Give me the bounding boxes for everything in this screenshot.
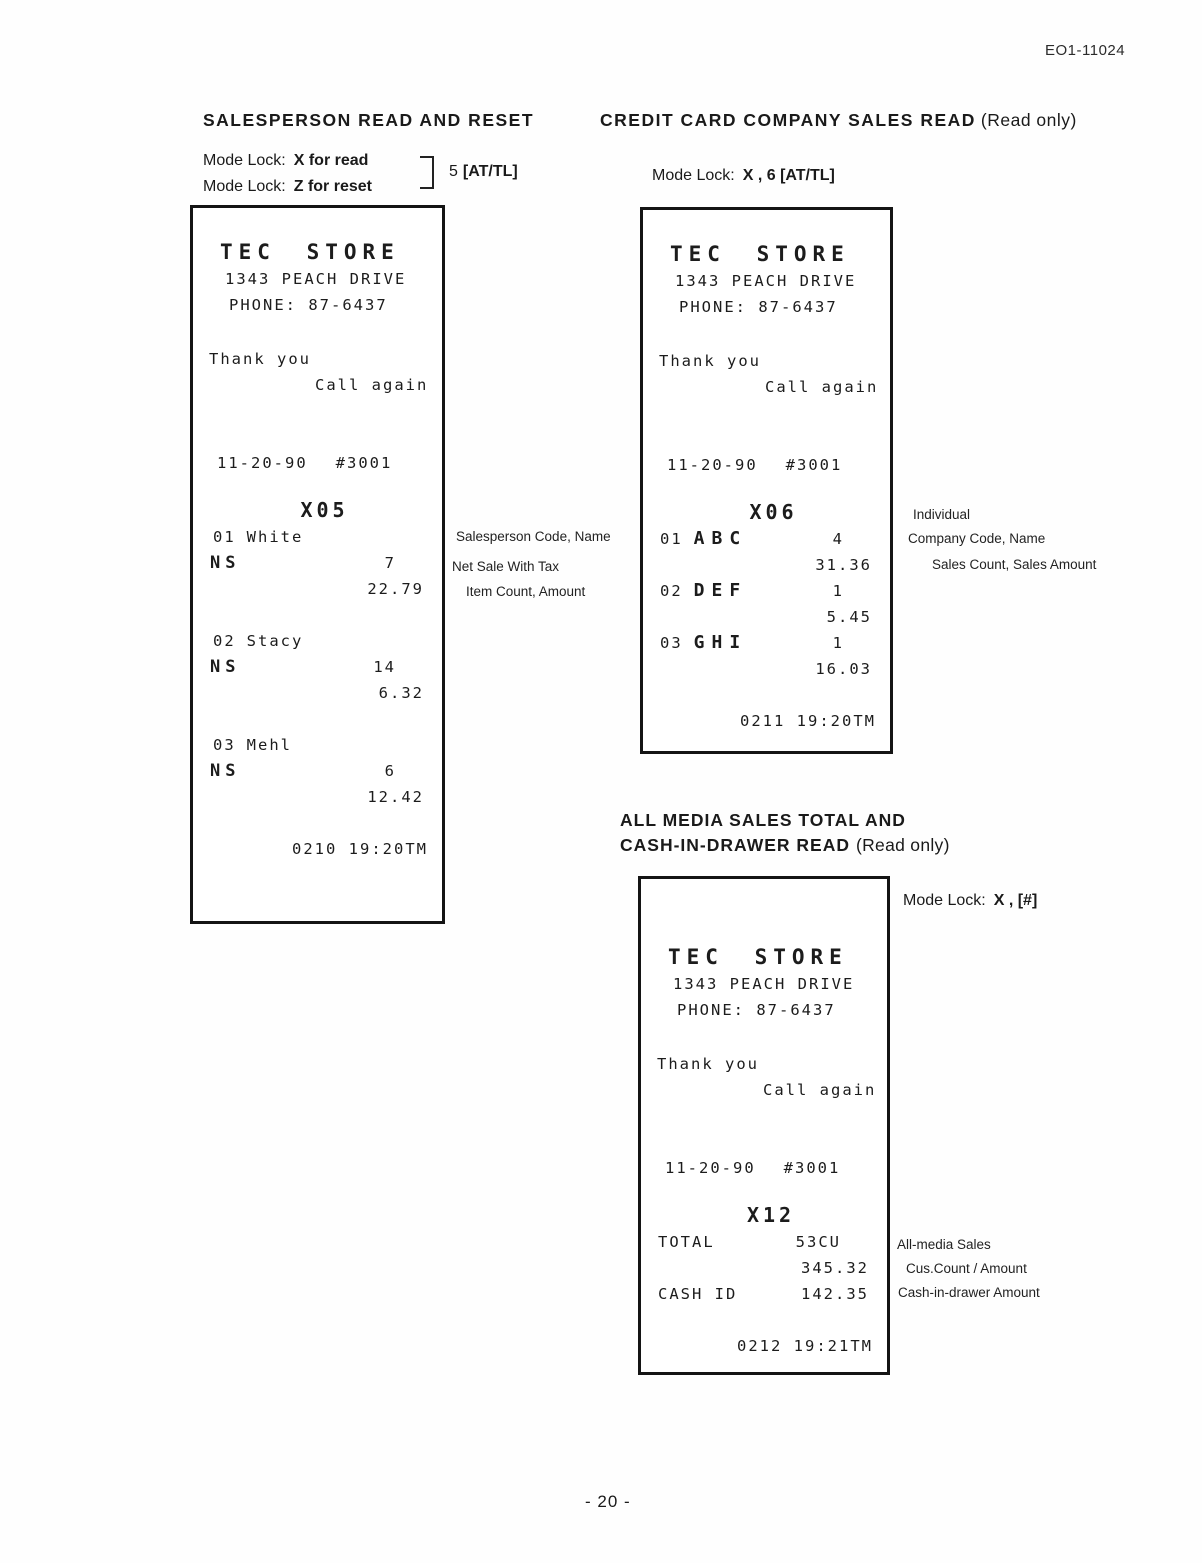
annotation-company-code-name: Company Code, Name [908,531,1046,546]
cc-company-1-name: ABC [693,528,748,549]
sp-item-3-ns-line [207,758,428,784]
am-register-no: #3001 [783,1159,841,1177]
key-number: 5 [449,163,458,180]
all-media-mode-lock [903,888,1037,914]
cc-store-address: 1343 PEACH DRIVE [675,272,857,290]
annotation-cus-count-amount: Cus.Count / Amount [906,1261,1027,1276]
am-cash-amount: 142.35 [801,1285,869,1303]
mode-lock-read-line [203,148,372,174]
credit-card-title-text: CREDIT CARD COMPANY SALES READ [600,110,976,130]
salesperson-key-sequence [449,163,518,181]
sp-item-1-code: NS [210,553,241,573]
sp-item-2-ns-line [207,654,428,680]
all-media-title-line2: CASH-IN-DRAWER READ [620,835,850,855]
annotation-sales-count-amount: Sales Count, Sales Amount [932,557,1097,572]
sp-item-2-name: Stacy [246,632,304,650]
am-date: 11-20-90 [665,1159,756,1177]
am-store-address: 1343 PEACH DRIVE [673,975,855,993]
cc-date-line [667,452,876,478]
credit-card-title-suffix: (Read only) [980,110,1077,130]
am-store-phone: PHONE: 87-6437 [677,1001,836,1019]
cc-company-1-num: 01 [660,530,683,548]
cc-company-2-count: 1 [832,582,844,600]
sp-store-name: TEC STORE [220,240,400,264]
cc-store-name: TEC STORE [670,242,850,266]
cc-thank-you: Thank you [659,352,761,370]
cc-call-again: Call again [765,378,879,396]
annotation-item-count-amount: Item Count, Amount [466,584,586,599]
sp-item-3-code: NS [210,761,241,781]
mode-lock-reset-line [203,174,372,200]
sp-store-phone: PHONE: 87-6437 [229,296,388,314]
am-total-amount: 345.32 [801,1259,869,1277]
cc-report-code: X06 [749,500,798,524]
mode-lock-label: Mode Lock: [903,892,986,909]
cc-receipt-footer: 0211 19:20TM [740,712,876,730]
cc-company-3-amount: 16.03 [815,660,872,678]
credit-card-mode-lock [652,163,835,189]
receipt-salesperson-report [190,205,445,924]
am-store-name: TEC STORE [668,945,848,969]
sp-item-3-amount: 12.42 [367,788,424,806]
mode-lock-label: Mode Lock: [652,167,735,184]
cc-company-3-label [657,630,747,656]
sp-item-1-amount: 22.79 [367,580,424,598]
am-total-label: TOTAL [658,1233,715,1251]
credit-card-section-title [600,110,1077,131]
am-call-again: Call again [763,1081,877,1099]
salesperson-mode-lock [203,148,372,200]
cc-company-3-line [657,630,876,656]
am-cash-label: CASH ID [658,1285,738,1303]
am-receipt-footer: 0212 19:21TM [737,1337,873,1355]
cc-company-2-label [657,578,747,604]
key-name: [AT/TL] [462,163,518,180]
sp-item-1-count: 7 [384,554,396,572]
all-media-title-line2-wrap [620,833,950,858]
annotation-all-media-sales: All-media Sales [897,1237,991,1252]
cc-store-phone: PHONE: 87-6437 [679,298,838,316]
sp-item-3-name-line [210,732,428,758]
cc-company-1-count: 4 [832,530,844,548]
cc-company-2-name: DEF [693,580,748,601]
mode-lock-read-value: X for read [293,152,369,169]
bracket-shape [420,156,434,189]
all-media-title-suffix: (Read only) [855,835,950,855]
am-cash-line [655,1281,873,1307]
sp-receipt-footer: 0210 19:20TM [292,840,428,858]
sp-report-code: X05 [300,498,349,522]
receipt-all-media-report [638,876,890,1375]
am-thank-you: Thank you [657,1055,759,1073]
cc-company-3-name: GHI [693,632,748,653]
annotation-individual: Individual [913,507,971,522]
cc-company-2-amount: 5.45 [826,608,872,626]
page-number: - 20 - [585,1492,631,1511]
cc-company-3-count: 1 [832,634,844,652]
sp-date: 11-20-90 [217,454,308,472]
annotation-net-sale-with-tax: Net Sale With Tax [452,559,560,574]
mode-lock-reset-value: Z for reset [293,178,372,195]
all-media-title-line1: ALL MEDIA SALES TOTAL AND [620,810,906,830]
sp-item-1-ns-line [207,550,428,576]
cc-register-no: #3001 [785,456,843,474]
sp-item-1-num: 01 [213,528,236,546]
sp-item-1-name: White [246,528,304,546]
sp-item-3-count: 6 [384,762,396,780]
sp-item-2-amount: 6.32 [378,684,424,702]
salesperson-section-title: SALESPERSON READ AND RESET [203,110,535,130]
sp-item-3-name: Mehl [246,736,292,754]
am-report-code: X12 [746,1203,796,1227]
sp-item-1-name-line [210,524,428,550]
all-media-section-title [620,808,950,858]
cc-company-2-line [657,578,876,604]
credit-card-mode-lock-value: X , 6 [AT/TL] [742,167,835,184]
cc-company-2-num: 02 [660,582,683,600]
mode-lock-label: Mode Lock: [203,178,286,195]
sp-item-3-num: 03 [213,736,236,754]
sp-date-line [217,450,428,476]
mode-lock-label: Mode Lock: [203,152,286,169]
sp-register-no: #3001 [335,454,393,472]
am-date-line [665,1155,873,1181]
am-total-count: 53CU [795,1233,841,1251]
annotation-salesperson-code-name: Salesperson Code, Name [456,529,611,544]
sp-item-2-num: 02 [213,632,236,650]
cc-date: 11-20-90 [667,456,758,474]
cc-company-1-line [657,526,876,552]
cc-company-3-num: 03 [660,634,683,652]
cc-company-1-label [657,526,747,552]
all-media-mode-lock-value: X , [#] [993,892,1038,909]
sp-item-2-count: 14 [373,658,396,676]
annotation-cash-in-drawer-amount: Cash-in-drawer Amount [898,1285,1040,1300]
sp-call-again: Call again [315,376,429,394]
sp-store-address: 1343 PEACH DRIVE [225,270,407,288]
sp-thank-you: Thank you [209,350,311,368]
sp-item-2-name-line [210,628,428,654]
cc-company-1-amount: 31.36 [815,556,872,574]
am-total-line [655,1229,873,1255]
sp-item-2-code: NS [210,657,241,677]
receipt-credit-card-report [640,207,893,754]
document-code: EO1-11024 [1045,42,1126,59]
